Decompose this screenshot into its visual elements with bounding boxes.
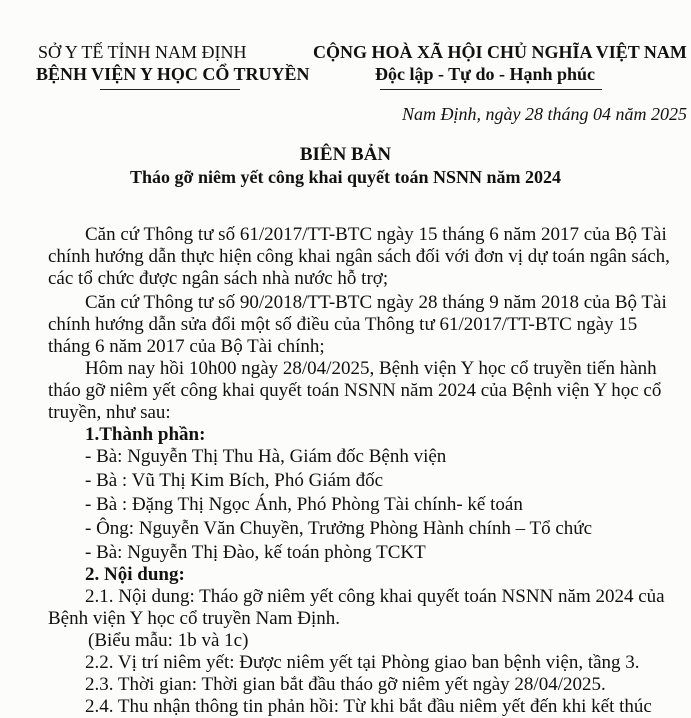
- date-line: Nam Định, ngày 28 tháng 04 năm 2025: [402, 104, 687, 124]
- paragraph-2-line-1: Căn cứ Thông tư số 90/2018/TT-BTC ngày 28 tháng 9 năm 2018 của Bộ Tài: [85, 292, 667, 313]
- national-title: CỘNG HOÀ XÃ HỘI CHỦ NGHĨA VIỆT NAM: [313, 42, 687, 62]
- section-1-heading: 1.Thành phần:: [85, 424, 206, 445]
- paragraph-2-line-3: tháng 6 năm 2017 của Bộ Tài chính;: [48, 336, 325, 357]
- section-2-1-line-2: Bệnh viện Y học cổ truyền Nam Định.: [48, 608, 340, 629]
- section-2-4: 2.4. Thu nhận thông tin phản hồi: Từ khi bắt đầu niêm yết đến khi kết thúc: [85, 696, 652, 717]
- paragraph-3-line-1: Hôm nay hồi 10h00 ngày 28/04/2025, Bệnh viện Y học cổ truyền tiến hành: [85, 358, 657, 379]
- member-item: - Bà: Nguyễn Thị Thu Hà, Giám đốc Bệnh viện: [85, 446, 447, 467]
- document-title: BIÊN BẢN: [299, 144, 392, 165]
- paragraph-2-line-2: chính hướng dẫn sửa đổi một số điều của Thông tư 61/2017/TT-BTC ngày 15: [48, 314, 638, 335]
- paragraph-1-line-1: Căn cứ Thông tư số 61/2017/TT-BTC ngày 15 tháng 6 năm 2017 của Bộ Tài: [85, 224, 667, 245]
- member-item: - Bà : Đặng Thị Ngọc Ánh, Phó Phòng Tài chính- kế toán: [85, 494, 523, 515]
- paragraph-1-line-3: các tổ chức được ngân sách nhà nước hỗ trợ;: [48, 268, 389, 289]
- section-2-1-line-1: 2.1. Nội dung: Tháo gỡ niêm yết công khai quyết toán NSNN năm 2024 của: [85, 586, 665, 607]
- member-item: - Bà: Nguyễn Thị Đào, kế toán phòng TCKT: [85, 542, 426, 563]
- document-subtitle: Tháo gỡ niêm yết công khai quyết toán NSNN năm 2024: [129, 167, 561, 187]
- section-2-1-line-3: (Biểu mẫu: 1b và 1c): [88, 630, 249, 651]
- paragraph-3-line-3: truyền, như sau:: [48, 402, 171, 423]
- paragraph-1-line-2: chính hướng dẫn thực hiện công khai ngân sách đối với đơn vị dự toán ngân sách,: [48, 246, 670, 267]
- motto-underline: [380, 89, 602, 90]
- member-item: - Ông: Nguyễn Văn Chuyền, Trưởng Phòng Hành chính – Tổ chức: [85, 518, 593, 539]
- section-2-3: 2.3. Thời gian: Thời gian bắt đầu tháo gỡ niêm yết ngày 28/04/2025.: [85, 674, 606, 695]
- national-motto: Độc lập - Tự do - Hạnh phúc: [375, 64, 596, 84]
- paragraph-3-line-2: tháo gỡ niêm yết công khai quyết toán NSNN năm 2024 của Bệnh viện Y học cổ: [48, 380, 662, 401]
- section-2-2: 2.2. Vị trí niêm yết: Được niêm yết tại Phòng giao ban bệnh viện, tầng 3.: [85, 652, 640, 673]
- agency-name: SỞ Y TẾ TỈNH NAM ĐỊNH: [38, 42, 247, 62]
- section-2-heading: 2. Nội dung:: [85, 564, 185, 585]
- member-item: - Bà : Vũ Thị Kim Bích, Phó Giám đốc: [85, 470, 384, 491]
- hospital-name-underline: [100, 89, 240, 90]
- hospital-name: BỆNH VIỆN Y HỌC CỔ TRUYỀN: [36, 64, 310, 84]
